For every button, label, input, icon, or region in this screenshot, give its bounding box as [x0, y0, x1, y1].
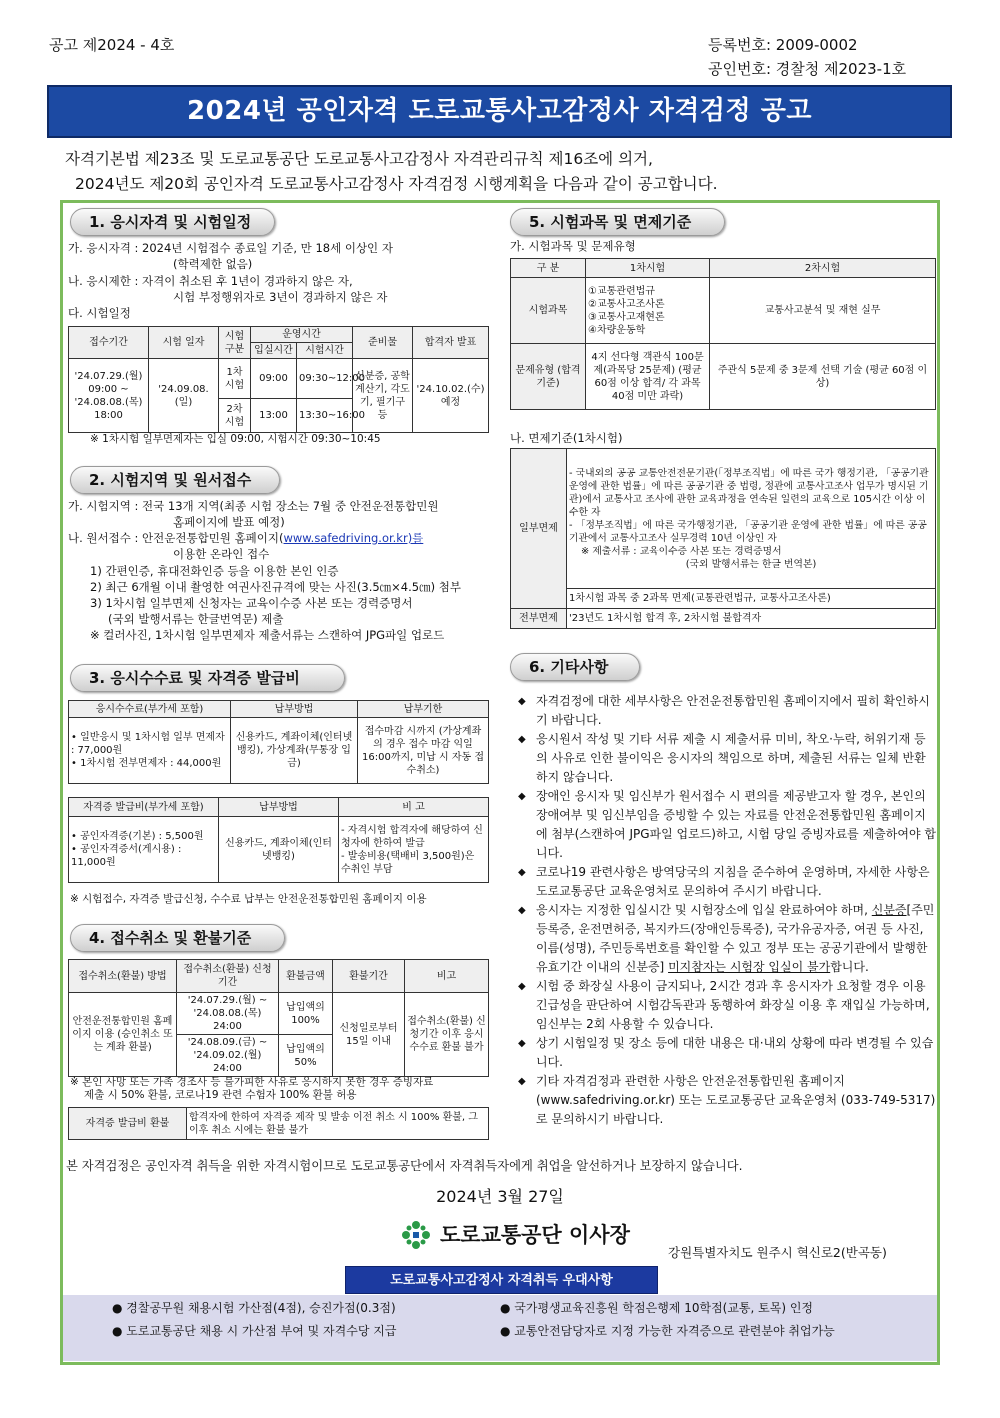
- exemption-table: [510, 448, 936, 629]
- cell-prep: 신분증, 공학계산기, 각도기, 필기구 등: [353, 359, 413, 433]
- misc-list: [518, 692, 936, 1129]
- exempt-criteria-2: - 「정부조직법」에 따른 국가행정기관, 「공공기관 운영에 관한 법률」에 따른 공공기관에서 교통사고조사 실무경력 10년 이상인 자: [569, 519, 927, 544]
- issuer-address: 강원특별자치도 원주시 혁신로2(반곡동): [668, 1245, 887, 1260]
- misc-item-5d: 합니다.: [830, 960, 869, 974]
- th-time: 운영시간: [251, 327, 353, 343]
- th-date: 시험 일자: [149, 327, 219, 359]
- misc-item-5-warning: 미지참자는 시험장 입실이 불가: [668, 960, 831, 974]
- s2-line-1: 가. 시험지역 : 전국 13개 지역(최종 시험 장소는 7월 중 안전운전통합민원: [68, 499, 439, 513]
- subj-2: ②교통사고조사론: [588, 298, 665, 310]
- cell-pass: '24.10.02.(수) 예정: [413, 359, 489, 433]
- refund-amount-2: 납입액의 50%: [279, 1035, 333, 1077]
- cert-remark-1: - 자격시험 합격자에 해당하여 신청자에 한하여 발급: [341, 824, 483, 849]
- refund-th-4: 환불기간: [333, 960, 405, 993]
- refund-method: 안전운전통합민원 홈페이지 이용 (승인취소 또는 계좌 환불): [69, 993, 177, 1077]
- certification-number: 공인번호: 경찰청 제2023-1호: [708, 60, 907, 78]
- cert-remark-2: - 발송비용(택배비 3,500원)은 수취인 부담: [341, 850, 475, 875]
- section-1-title: 1. 응시자격 및 시험일정: [70, 208, 275, 236]
- exempt-docs-note: (국외 발행서류는 한글 번역본): [685, 558, 817, 570]
- subj-type-1: 4지 선다형 객관식 100문제(과목당 25문제) (평균 60점 이상 합격/ 각 과목 40점 미만 과락): [586, 344, 710, 410]
- misc-item-5b: [주민등록증, 운전면허증, 복지카드(장애인등록증), 국가유공자증, 여권 등 사진, 이름(성명), 주민등록번호를 확인할 수 있고 정부 또는 공공기관에서 발행한 유효기간 이내의 신분증]: [536, 903, 935, 974]
- misc-item-6: ◆ 시험 중 화장실 사용이 금지되나, 2시간 경과 후 응시자가 요청할 경우 이용 긴급성을 판단하여 시험감독관과 동행하여 화장실 이용 후 재입실 가능하며, 임신부는 2회 사용할 수 있습니다.: [518, 977, 936, 1034]
- exempt-partial-result: 1차시험 과목 중 2과목 면제(교통관련법규, 교통사고조사론): [567, 589, 936, 609]
- subj-4: ④차량운동학: [588, 324, 646, 336]
- misc-item-4: ◆ 코로나19 관련사항은 방역당국의 지침을 준수하여 운영하며, 자세한 사항은 도로교통공단 교육운영처로 문의하여 주시기 바랍니다.: [518, 863, 936, 901]
- cell-exam-2: 13:30~16:00: [297, 399, 353, 433]
- misc-item-2: ◆ 응시원서 작성 및 기타 서류 제출 시 제출서류 미비, 착오·누락, 허위기재 등의 사유로 인한 불이익은 응시자의 책임으로 하며, 제출된 서류는 일체 반환하지 않습니다.: [518, 730, 936, 787]
- cell-period: '24.07.29.(월) 09:00 ~ '24.08.08.(목) 18:00: [69, 359, 149, 433]
- closing-statement: 본 자격검정은 공인자격 취득을 위한 자격시험이므로 도로교통공단에서 자격취득자에게 취업을 알선하거나 보장하지 않습니다.: [66, 1159, 743, 1173]
- refund-th-5: 비고: [405, 960, 489, 993]
- s3-note: ※ 시험접수, 자격증 발급신청, 수수료 납부는 안전운전통합민원 홈페이지 이용: [70, 893, 427, 905]
- s5-sub-b: 나. 면제기준(1차시험): [510, 431, 623, 445]
- benefits-title: 도로교통사고감정사 자격취득 우대사항: [345, 1266, 658, 1294]
- fee-amount-2: • 1차시험 전부면제자 : 44,000원: [71, 758, 222, 769]
- misc-item-5: [518, 901, 936, 977]
- subj-list: [586, 278, 710, 344]
- subj-3: ③교통사고재현론: [588, 311, 665, 323]
- cert-refund-header: 자격증 발급비 환불: [69, 1108, 187, 1140]
- fee-cell-method: 신용카드, 계좌이체(인터넷뱅킹), 가상계좌(무통장 입금): [231, 718, 358, 784]
- refund-period-1: '24.07.29.(월) ~ '24.08.08.(목) 24:00: [177, 993, 279, 1035]
- s2-item-2: 2) 최근 6개월 이내 촬영한 여권사진규격에 맞는 사진(3.5㎝×4.5㎝) 첨부: [90, 580, 461, 594]
- cert-fee-table: [68, 797, 489, 883]
- s1-line-2: (학력제한 없음): [173, 257, 253, 271]
- misc-item-7: ◆ 상기 시험일정 및 장소 등에 대한 내용은 대·내외 상황에 따라 변경될 수 있습니다.: [518, 1034, 936, 1072]
- registration-number: 등록번호: 2009-0002: [708, 36, 858, 54]
- s2-item-4: ※ 컬러사진, 1차시험 일부면제자 제출서류는 스캔하여 JPG파일 업로드: [90, 628, 445, 642]
- misc-item-3: ◆ 장애인 응시자 및 임신부가 원서접수 시 편의를 제공받고자 할 경우, 본인의 장애여부 및 임신부임을 증빙할 수 있는 자료를 안전운전통합민원 홈페이지에 첨부(스캔하여 JPG파일 업로드)하고, 시험 당일 증빙자료를 제출하여야 합니다.: [518, 787, 936, 863]
- fee-amount-1: • 일반응시 및 1차시험 일부 면제자 : 77,000원: [71, 732, 225, 756]
- intro-line-1: 자격기본법 제23조 및 도로교통공단 도로교통사고감정사 자격관리규칙 제16조에 의거,: [65, 150, 653, 168]
- fee-cell-deadline: 접수마감 시까지 (가상계좌의 경우 접수 마감 익일 16:00까지, 미납 시 자동 접수취소): [358, 718, 489, 784]
- fee-cell-amount: [69, 718, 231, 784]
- section-5-title: 5. 시험과목 및 면제기준: [510, 208, 725, 236]
- refund-period-2: '24.08.09.(금) ~ '24.09.02.(월) 24:00: [177, 1035, 279, 1077]
- s1-line-5: 다. 시험일정: [68, 306, 131, 320]
- s4-note-2: 제출 시 50% 환불, 코로나19 관련 수험자 100% 환불 허용: [84, 1089, 357, 1101]
- exempt-full-header: 전부면제: [511, 609, 567, 629]
- fee-th-3: 납부기한: [358, 701, 489, 718]
- exempt-partial-content: [567, 449, 936, 589]
- fee-table: [68, 700, 489, 784]
- announcement-date: 2024년 3월 27일: [436, 1187, 564, 1206]
- cell-type-1: 1차 시험: [219, 359, 251, 399]
- s5-sub-a: 가. 시험과목 및 문제유형: [510, 239, 636, 253]
- subj-type-2: 주관식 5문제 중 3문제 선택 기술 (평균 60점 이상): [710, 344, 936, 410]
- section-3-title: 3. 응시수수료 및 자격증 발급비: [70, 664, 345, 692]
- refund-amount-1: 납입액의 100%: [279, 993, 333, 1035]
- refund-period: 신청일로부터 15일 이내: [333, 993, 405, 1077]
- s1-line-4: 시험 부정행위자로 3년이 경과하지 않은 자: [173, 290, 388, 304]
- cell-exam-1: 09:30~12:00: [297, 359, 353, 399]
- cert-th-1: 자격증 발급비(부가세 포함): [69, 798, 219, 817]
- cert-cell-remark: [339, 817, 489, 883]
- fee-th-2: 납부방법: [231, 701, 358, 718]
- cert-amount-1: • 공인자격증(기본) : 5,500원: [71, 831, 204, 842]
- issuer-name: 도로교통공단 이사장: [440, 1223, 630, 1247]
- cert-th-3: 비 고: [339, 798, 489, 817]
- refund-table: [68, 959, 489, 1077]
- refund-th-2: 접수취소(환불) 신청기간: [177, 960, 279, 993]
- cert-amount-2: • 공인자격증서(게시용) : 11,000원: [71, 844, 182, 868]
- exempt-docs: ※ 제출서류 : 교육이수증 사본 또는 경력증명서: [581, 545, 782, 557]
- refund-th-1: 접수취소(환불) 방법: [69, 960, 177, 993]
- s1-note: ※ 1차시험 일부면제자는 입실 09:00, 시험시간 09:30~10:45: [90, 433, 381, 445]
- benefit-3: ● 도로교통공단 채용 시 가산점 부여 및 자격수당 지급: [112, 1324, 397, 1338]
- th-pass: 합격자 발표: [413, 327, 489, 359]
- subj-th-1: 1차시험: [586, 259, 710, 278]
- cell-entry-2: 13:00: [251, 399, 297, 433]
- th-period: 접수기간: [69, 327, 149, 359]
- fee-th-1: 응시수수료(부가세 포함): [69, 701, 231, 718]
- section-6-title: 6. 기타사항: [510, 653, 640, 681]
- exempt-criteria-1: - 국내외의 공공 교통안전전문기관(「정부조직법」에 따른 국가 행정기관, 「공공기관 운영에 관한 법률」에 따른 공공기관 중 법령, 정관에 교통사고조사 업무가 명시된 기관)에서 교통사고 조사에 관한 교육과정을 연속된 일련의 교육으로 105시간 이상 이수한 자: [569, 467, 929, 518]
- benefit-2: ● 국가평생교육진흥원 학점은행제 10학점(교통, 토목) 인정: [500, 1301, 814, 1315]
- safedriving-link[interactable]: www.safedriving.or.kr)를: [283, 531, 424, 545]
- exempt-full-content: '23년도 1차시험 합격 후, 2차시험 불합격자: [567, 609, 936, 629]
- th-entry: 입실시간: [251, 343, 297, 359]
- refund-remark: 접수취소(환불) 신청기간 이후 응시수수료 환불 불가: [405, 993, 489, 1077]
- schedule-table: [68, 326, 489, 433]
- s2-line-2: 홈페이지에 발표 예정): [173, 515, 285, 529]
- cell-entry-1: 09:00: [251, 359, 297, 399]
- cert-cell-amount: [69, 817, 219, 883]
- cell-date: '24.09.08.(일): [149, 359, 219, 433]
- s2-item-3: 3) 1차시험 일부면제 신청자는 교육이수증 사본 또는 경력증명서: [90, 596, 413, 610]
- misc-item-8: ◆ 기타 자격검정과 관련한 사항은 안전운전통합민원 홈페이지 (www.safedriving.or.kr) 또는 도로교통공단 교육운영처 (033-749-5317)로 문의하시기 바랍니다.: [518, 1072, 936, 1129]
- s2-item-1: 1) 간편인증, 휴대전화인증 등을 이용한 본인 인증: [90, 564, 339, 578]
- subj-row2-header: 문제유형 (합격기준): [511, 344, 586, 410]
- th-type: 시험 구분: [219, 327, 251, 359]
- benefit-4: ● 교통안전담당자로 지정 가능한 자격증으로 관련분야 취업가능: [500, 1324, 835, 1338]
- cert-refund-table: [68, 1107, 489, 1140]
- s2-line-3-text: 나. 원서접수 : 안전운전통합민원 홈페이지(: [68, 531, 284, 545]
- s1-line-3: 나. 응시제한 : 자격이 취소된 후 1년이 경과하지 않은 자,: [68, 274, 353, 288]
- cert-th-2: 납부방법: [219, 798, 339, 817]
- subj-th-2: 2차시험: [710, 259, 936, 278]
- subjects-table: [510, 258, 936, 410]
- benefit-1: ● 경찰공무원 채용시험 가산점(4점), 승진가점(0.3점): [112, 1301, 396, 1315]
- cell-type-2: 2차 시험: [219, 399, 251, 433]
- intro-line-2: 2024년도 제20회 공인자격 도로교통사고감정사 자격검정 시행계획을 다음과 같이 공고합니다.: [75, 175, 718, 193]
- cert-refund-content: 합격자에 한하여 자격증 제작 및 발송 이전 취소 시 100% 환불, 그 이후 취소 시에는 환불 불가: [187, 1108, 489, 1140]
- th-prep: 준비물: [353, 327, 413, 359]
- s2-item-3b: (국외 발행서류는 한글번역문) 제출: [108, 612, 284, 626]
- cert-cell-method: 신용카드, 계좌이체(인터넷뱅킹): [219, 817, 339, 883]
- s1-line-1: 가. 응시자격 : 2024년 시험접수 종료일 기준, 만 18세 이상인 자: [68, 241, 393, 255]
- misc-item-1: ◆ 자격검정에 대한 세부사항은 안전운전통합민원 홈페이지에서 필히 확인하시기 바랍니다.: [518, 692, 936, 730]
- section-2-title: 2. 시험지역 및 원서접수: [70, 466, 280, 494]
- th-exam: 시험시간: [297, 343, 353, 359]
- misc-item-5a: 응시자는 지정한 입실시간 및 시험장소에 입실 완료하여야 하며,: [536, 903, 868, 917]
- subj-th-0: 구 분: [511, 259, 586, 278]
- misc-item-5-id: 신분증: [871, 903, 907, 917]
- s2-line-4: 이용한 온라인 접수: [173, 547, 270, 561]
- subj-1: ①교통관련법규: [588, 285, 655, 297]
- page-title: 2024년 공인자격 도로교통사고감정사 자격검정 공고: [47, 85, 952, 138]
- s4-note-1: ※ 본인 사망 또는 가족 경조사 등 불가피한 사유로 응시하지 못한 경우 증빙자료: [70, 1076, 434, 1088]
- notice-number: 공고 제2024 - 4호: [49, 36, 175, 54]
- section-4-title: 4. 접수취소 및 환불기준: [70, 924, 285, 952]
- subj-row1-header: 시험과목: [511, 278, 586, 344]
- logo-icon: [400, 1219, 432, 1251]
- s2-line-3: [68, 530, 423, 546]
- subj-second-exam: 교통사고분석 및 재현 실무: [710, 278, 936, 344]
- refund-th-3: 환불금액: [279, 960, 333, 993]
- exempt-partial-header: 일부면제: [511, 449, 567, 609]
